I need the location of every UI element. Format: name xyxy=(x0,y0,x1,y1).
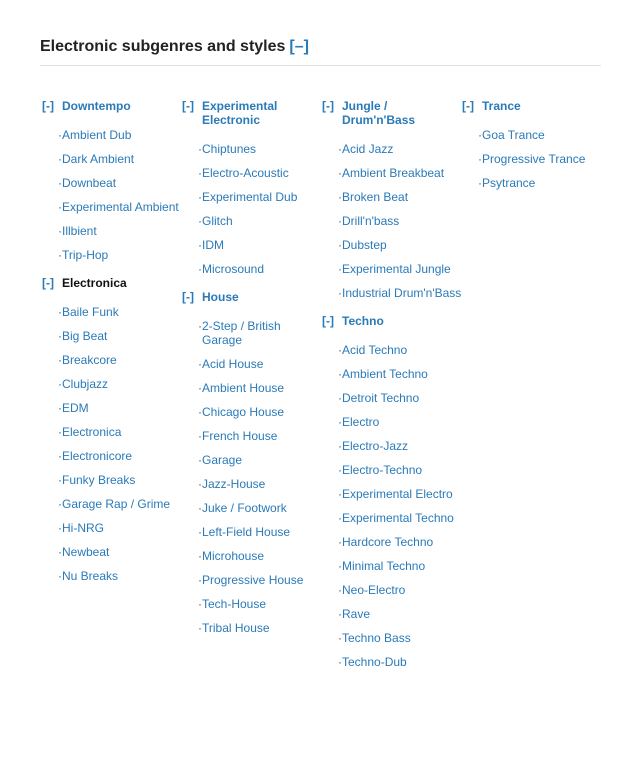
list-item xyxy=(198,166,322,180)
list-item xyxy=(198,621,322,635)
section-heading xyxy=(40,38,309,56)
list-item xyxy=(338,607,462,621)
subgenre-link[interactable]: Progressive Trance xyxy=(482,152,586,166)
subgenre-link[interactable]: Rave xyxy=(342,607,371,621)
subgenre-list xyxy=(42,305,182,583)
list-item xyxy=(58,545,182,559)
bullet-icon: · xyxy=(198,381,202,395)
bullet-icon: · xyxy=(58,152,62,166)
bullet-icon: · xyxy=(58,248,62,262)
collapse-toggle[interactable]: [-] xyxy=(42,276,54,290)
bullet-icon: · xyxy=(338,559,342,573)
list-item xyxy=(338,166,462,180)
subgenre-link[interactable]: Psytrance xyxy=(482,176,536,190)
bullet-icon: · xyxy=(338,343,342,357)
bullet-icon: · xyxy=(338,286,342,300)
subgenre-link[interactable]: Tribal House xyxy=(202,621,270,635)
list-item xyxy=(478,128,602,142)
list-item xyxy=(338,367,462,381)
list-item xyxy=(58,425,182,439)
subgenre-link[interactable]: Acid House xyxy=(202,357,264,371)
bullet-icon: · xyxy=(58,521,62,535)
list-item xyxy=(338,439,462,453)
list-item xyxy=(338,583,462,597)
list-item xyxy=(58,305,182,319)
list-item xyxy=(58,473,182,487)
bullet-icon: · xyxy=(58,176,62,190)
category-title: Electronica xyxy=(62,276,127,290)
genre-column-4 xyxy=(462,99,602,204)
subgenre-link[interactable]: Electro-Jazz xyxy=(342,439,409,453)
bullet-icon: · xyxy=(198,166,202,180)
subgenre-link[interactable]: IDM xyxy=(202,238,224,252)
list-item xyxy=(58,200,182,214)
list-item xyxy=(198,549,322,563)
list-item xyxy=(58,521,182,535)
bullet-icon: · xyxy=(338,487,342,501)
heading-divider xyxy=(40,65,601,66)
bullet-icon: · xyxy=(198,319,202,333)
category-experimental-electronic xyxy=(182,99,322,276)
subgenre-link[interactable]: Microhouse xyxy=(202,549,265,563)
list-item xyxy=(198,238,322,252)
bullet-icon: · xyxy=(198,142,202,156)
subgenre-link[interactable]: Neo-Electro xyxy=(342,583,406,597)
subgenre-link[interactable]: Electronicore xyxy=(62,449,133,463)
list-item xyxy=(198,405,322,419)
list-item xyxy=(58,353,182,367)
bullet-icon: · xyxy=(198,214,202,228)
bullet-icon: · xyxy=(478,128,482,142)
bullet-icon: · xyxy=(198,405,202,419)
bullet-icon: · xyxy=(338,214,342,228)
list-item xyxy=(198,319,322,347)
subgenre-link[interactable]: Garage xyxy=(202,453,243,467)
subgenre-link[interactable]: Chicago House xyxy=(202,405,285,419)
bullet-icon: · xyxy=(58,200,62,214)
category-techno xyxy=(322,314,462,669)
list-item xyxy=(198,477,322,491)
list-item xyxy=(198,214,322,228)
bullet-icon: · xyxy=(338,238,342,252)
subgenre-link[interactable]: Ambient Dub xyxy=(62,128,132,142)
bullet-icon: · xyxy=(338,415,342,429)
subgenre-link[interactable]: Newbeat xyxy=(62,545,110,559)
list-item xyxy=(338,142,462,156)
collapse-toggle[interactable]: [-] xyxy=(42,99,54,113)
collapse-toggle[interactable]: [-] xyxy=(462,99,474,113)
bullet-icon: · xyxy=(58,545,62,559)
subgenre-link[interactable]: Tech-House xyxy=(202,597,267,611)
bullet-icon: · xyxy=(58,569,62,583)
bullet-icon: · xyxy=(338,463,342,477)
list-item xyxy=(58,449,182,463)
bullet-icon: · xyxy=(338,166,342,180)
subgenre-link[interactable]: Breakcore xyxy=(62,353,117,367)
list-item xyxy=(198,142,322,156)
bullet-icon: · xyxy=(58,497,62,511)
section-title: Electronic subgenres and styles xyxy=(40,38,286,55)
bullet-icon: · xyxy=(478,152,482,166)
category-header xyxy=(182,99,322,127)
list-item xyxy=(58,152,182,166)
bullet-icon: · xyxy=(198,573,202,587)
list-item xyxy=(58,128,182,142)
category-downtempo xyxy=(42,99,182,262)
subgenre-link[interactable]: Trip-Hop xyxy=(62,248,109,262)
bullet-icon: · xyxy=(338,631,342,645)
bullet-icon: · xyxy=(58,305,62,319)
subgenre-list xyxy=(182,142,322,276)
subgenre-link[interactable]: Experimental Techno xyxy=(342,511,454,525)
list-item xyxy=(198,501,322,515)
list-item xyxy=(338,535,462,549)
bullet-icon: · xyxy=(198,238,202,252)
subgenre-link[interactable]: Jazz-House xyxy=(202,477,266,491)
category-title[interactable]: Jungle / Drum'n'Bass xyxy=(342,99,416,127)
subgenre-list xyxy=(322,142,462,300)
subgenre-link[interactable]: Hi-NRG xyxy=(62,521,104,535)
list-item xyxy=(338,343,462,357)
list-item xyxy=(198,573,322,587)
subgenre-link[interactable]: Garage Rap / Grime xyxy=(62,497,171,511)
subgenre-link[interactable]: Experimental Dub xyxy=(202,190,298,204)
subgenre-link[interactable]: Electro-Techno xyxy=(342,463,423,477)
bullet-icon: · xyxy=(58,329,62,343)
bullet-icon: · xyxy=(58,473,62,487)
bullet-icon: · xyxy=(58,353,62,367)
list-item xyxy=(58,569,182,583)
subgenre-link[interactable]: Experimental Electro xyxy=(342,487,453,501)
collapse-toggle[interactable]: [-] xyxy=(322,314,334,328)
subgenre-link[interactable]: Drill'n'bass xyxy=(342,214,400,228)
bullet-icon: · xyxy=(198,477,202,491)
subgenre-link[interactable]: Detroit Techno xyxy=(342,391,420,405)
category-header xyxy=(182,290,322,304)
subgenre-link[interactable]: Big Beat xyxy=(62,329,108,343)
subgenre-list xyxy=(462,128,602,190)
bullet-icon: · xyxy=(58,377,62,391)
category-jungle-drum-n-bass xyxy=(322,99,462,300)
subgenre-link[interactable]: Downbeat xyxy=(62,176,117,190)
bullet-icon: · xyxy=(198,501,202,515)
subgenre-link[interactable]: 2-Step / British Garage xyxy=(202,319,281,347)
category-header xyxy=(322,314,462,328)
subgenre-link[interactable]: Broken Beat xyxy=(342,190,409,204)
category-title[interactable]: House xyxy=(202,290,239,304)
category-title[interactable]: Trance xyxy=(482,99,521,113)
list-item xyxy=(198,525,322,539)
list-item xyxy=(338,214,462,228)
bullet-icon: · xyxy=(58,449,62,463)
category-house xyxy=(182,290,322,635)
genre-column-1 xyxy=(42,99,182,597)
category-title[interactable]: Experimental Electronic xyxy=(202,99,278,127)
bullet-icon: · xyxy=(338,439,342,453)
bullet-icon: · xyxy=(58,425,62,439)
list-item xyxy=(478,152,602,166)
list-item xyxy=(338,391,462,405)
subgenre-link[interactable]: Left-Field House xyxy=(202,525,291,539)
bullet-icon: · xyxy=(198,357,202,371)
subgenre-link[interactable]: Electro-Acoustic xyxy=(202,166,289,180)
subgenre-link[interactable]: Juke / Footwork xyxy=(202,501,287,515)
subgenre-link[interactable]: Dubstep xyxy=(342,238,387,252)
subgenre-list xyxy=(42,128,182,262)
category-header xyxy=(42,276,182,290)
list-item xyxy=(338,238,462,252)
subgenre-link[interactable]: Techno-Dub xyxy=(342,655,407,669)
list-item xyxy=(338,463,462,477)
category-header xyxy=(42,99,182,113)
subgenre-link[interactable]: Illbient xyxy=(62,224,97,238)
subgenre-link[interactable]: EDM xyxy=(62,401,89,415)
bullet-icon: · xyxy=(198,262,202,276)
list-item xyxy=(58,377,182,391)
bullet-icon: · xyxy=(198,549,202,563)
subgenre-link[interactable]: Glitch xyxy=(202,214,233,228)
genre-column-3 xyxy=(322,99,462,683)
category-title[interactable]: Techno xyxy=(342,314,384,328)
subgenre-link[interactable]: Progressive House xyxy=(202,573,304,587)
list-item xyxy=(58,176,182,190)
subgenre-list xyxy=(182,319,322,635)
list-item xyxy=(198,381,322,395)
list-item xyxy=(478,176,602,190)
category-electronica xyxy=(42,276,182,583)
list-item xyxy=(338,559,462,573)
subgenre-link[interactable]: Minimal Techno xyxy=(342,559,426,573)
category-title[interactable]: Downtempo xyxy=(62,99,131,113)
bullet-icon: · xyxy=(478,176,482,190)
list-item xyxy=(58,329,182,343)
bullet-icon: · xyxy=(338,607,342,621)
subgenre-link[interactable]: Dark Ambient xyxy=(62,152,135,166)
bullet-icon: · xyxy=(58,401,62,415)
bullet-icon: · xyxy=(338,511,342,525)
bullet-icon: · xyxy=(198,621,202,635)
subgenre-link[interactable]: French House xyxy=(202,429,278,443)
list-item xyxy=(338,262,462,276)
bullet-icon: · xyxy=(338,655,342,669)
subgenre-link[interactable]: Ambient Techno xyxy=(342,367,428,381)
subgenre-link[interactable]: Goa Trance xyxy=(482,128,545,142)
list-item xyxy=(58,248,182,262)
list-item xyxy=(198,429,322,443)
category-trance xyxy=(462,99,602,190)
subgenre-link[interactable]: Acid Techno xyxy=(342,343,408,357)
subgenre-link[interactable]: Industrial Drum'n'Bass xyxy=(342,286,462,300)
list-item xyxy=(198,190,322,204)
bullet-icon: · xyxy=(338,535,342,549)
subgenre-link[interactable]: Acid Jazz xyxy=(342,142,394,156)
bullet-icon: · xyxy=(338,391,342,405)
list-item xyxy=(198,262,322,276)
subgenre-link[interactable]: Hardcore Techno xyxy=(342,535,434,549)
bullet-icon: · xyxy=(338,142,342,156)
subgenre-link[interactable]: Electro xyxy=(342,415,380,429)
list-item xyxy=(198,597,322,611)
category-header xyxy=(462,99,602,113)
bullet-icon: · xyxy=(338,583,342,597)
bullet-icon: · xyxy=(198,525,202,539)
list-item xyxy=(338,415,462,429)
bullet-icon: · xyxy=(198,190,202,204)
list-item xyxy=(198,357,322,371)
list-item xyxy=(58,497,182,511)
bullet-icon: · xyxy=(338,262,342,276)
subgenre-list xyxy=(322,343,462,669)
subgenre-link[interactable]: Experimental Ambient xyxy=(62,200,179,214)
list-item xyxy=(338,655,462,669)
list-item xyxy=(338,487,462,501)
collapse-toggle[interactable]: [-] xyxy=(182,290,194,304)
list-item xyxy=(198,453,322,467)
list-item xyxy=(338,631,462,645)
subgenre-link[interactable]: Experimental Jungle xyxy=(342,262,451,276)
collapse-all-toggle[interactable]: [–] xyxy=(289,38,309,55)
subgenre-link[interactable]: Electronica xyxy=(62,425,122,439)
bullet-icon: · xyxy=(58,224,62,238)
bullet-icon: · xyxy=(198,597,202,611)
list-item xyxy=(338,511,462,525)
subgenre-link[interactable]: Nu Breaks xyxy=(62,569,119,583)
list-item xyxy=(338,286,462,300)
category-header xyxy=(322,99,462,127)
list-item xyxy=(338,190,462,204)
collapse-toggle[interactable]: [-] xyxy=(322,99,334,113)
bullet-icon: · xyxy=(338,190,342,204)
bullet-icon: · xyxy=(58,128,62,142)
bullet-icon: · xyxy=(338,367,342,381)
subgenre-link[interactable]: Chiptunes xyxy=(202,142,257,156)
subgenre-link[interactable]: Baile Funk xyxy=(62,305,119,319)
subgenre-link[interactable]: Ambient Breakbeat xyxy=(342,166,445,180)
bullet-icon: · xyxy=(198,453,202,467)
bullet-icon: · xyxy=(198,429,202,443)
subgenre-link[interactable]: Funky Breaks xyxy=(62,473,136,487)
genre-column-2 xyxy=(182,99,322,649)
list-item xyxy=(58,224,182,238)
subgenre-link[interactable]: Clubjazz xyxy=(62,377,109,391)
list-item xyxy=(58,401,182,415)
collapse-toggle[interactable]: [-] xyxy=(182,99,194,113)
subgenre-link[interactable]: Techno Bass xyxy=(342,631,411,645)
subgenre-link[interactable]: Microsound xyxy=(202,262,265,276)
subgenre-link[interactable]: Ambient House xyxy=(202,381,285,395)
